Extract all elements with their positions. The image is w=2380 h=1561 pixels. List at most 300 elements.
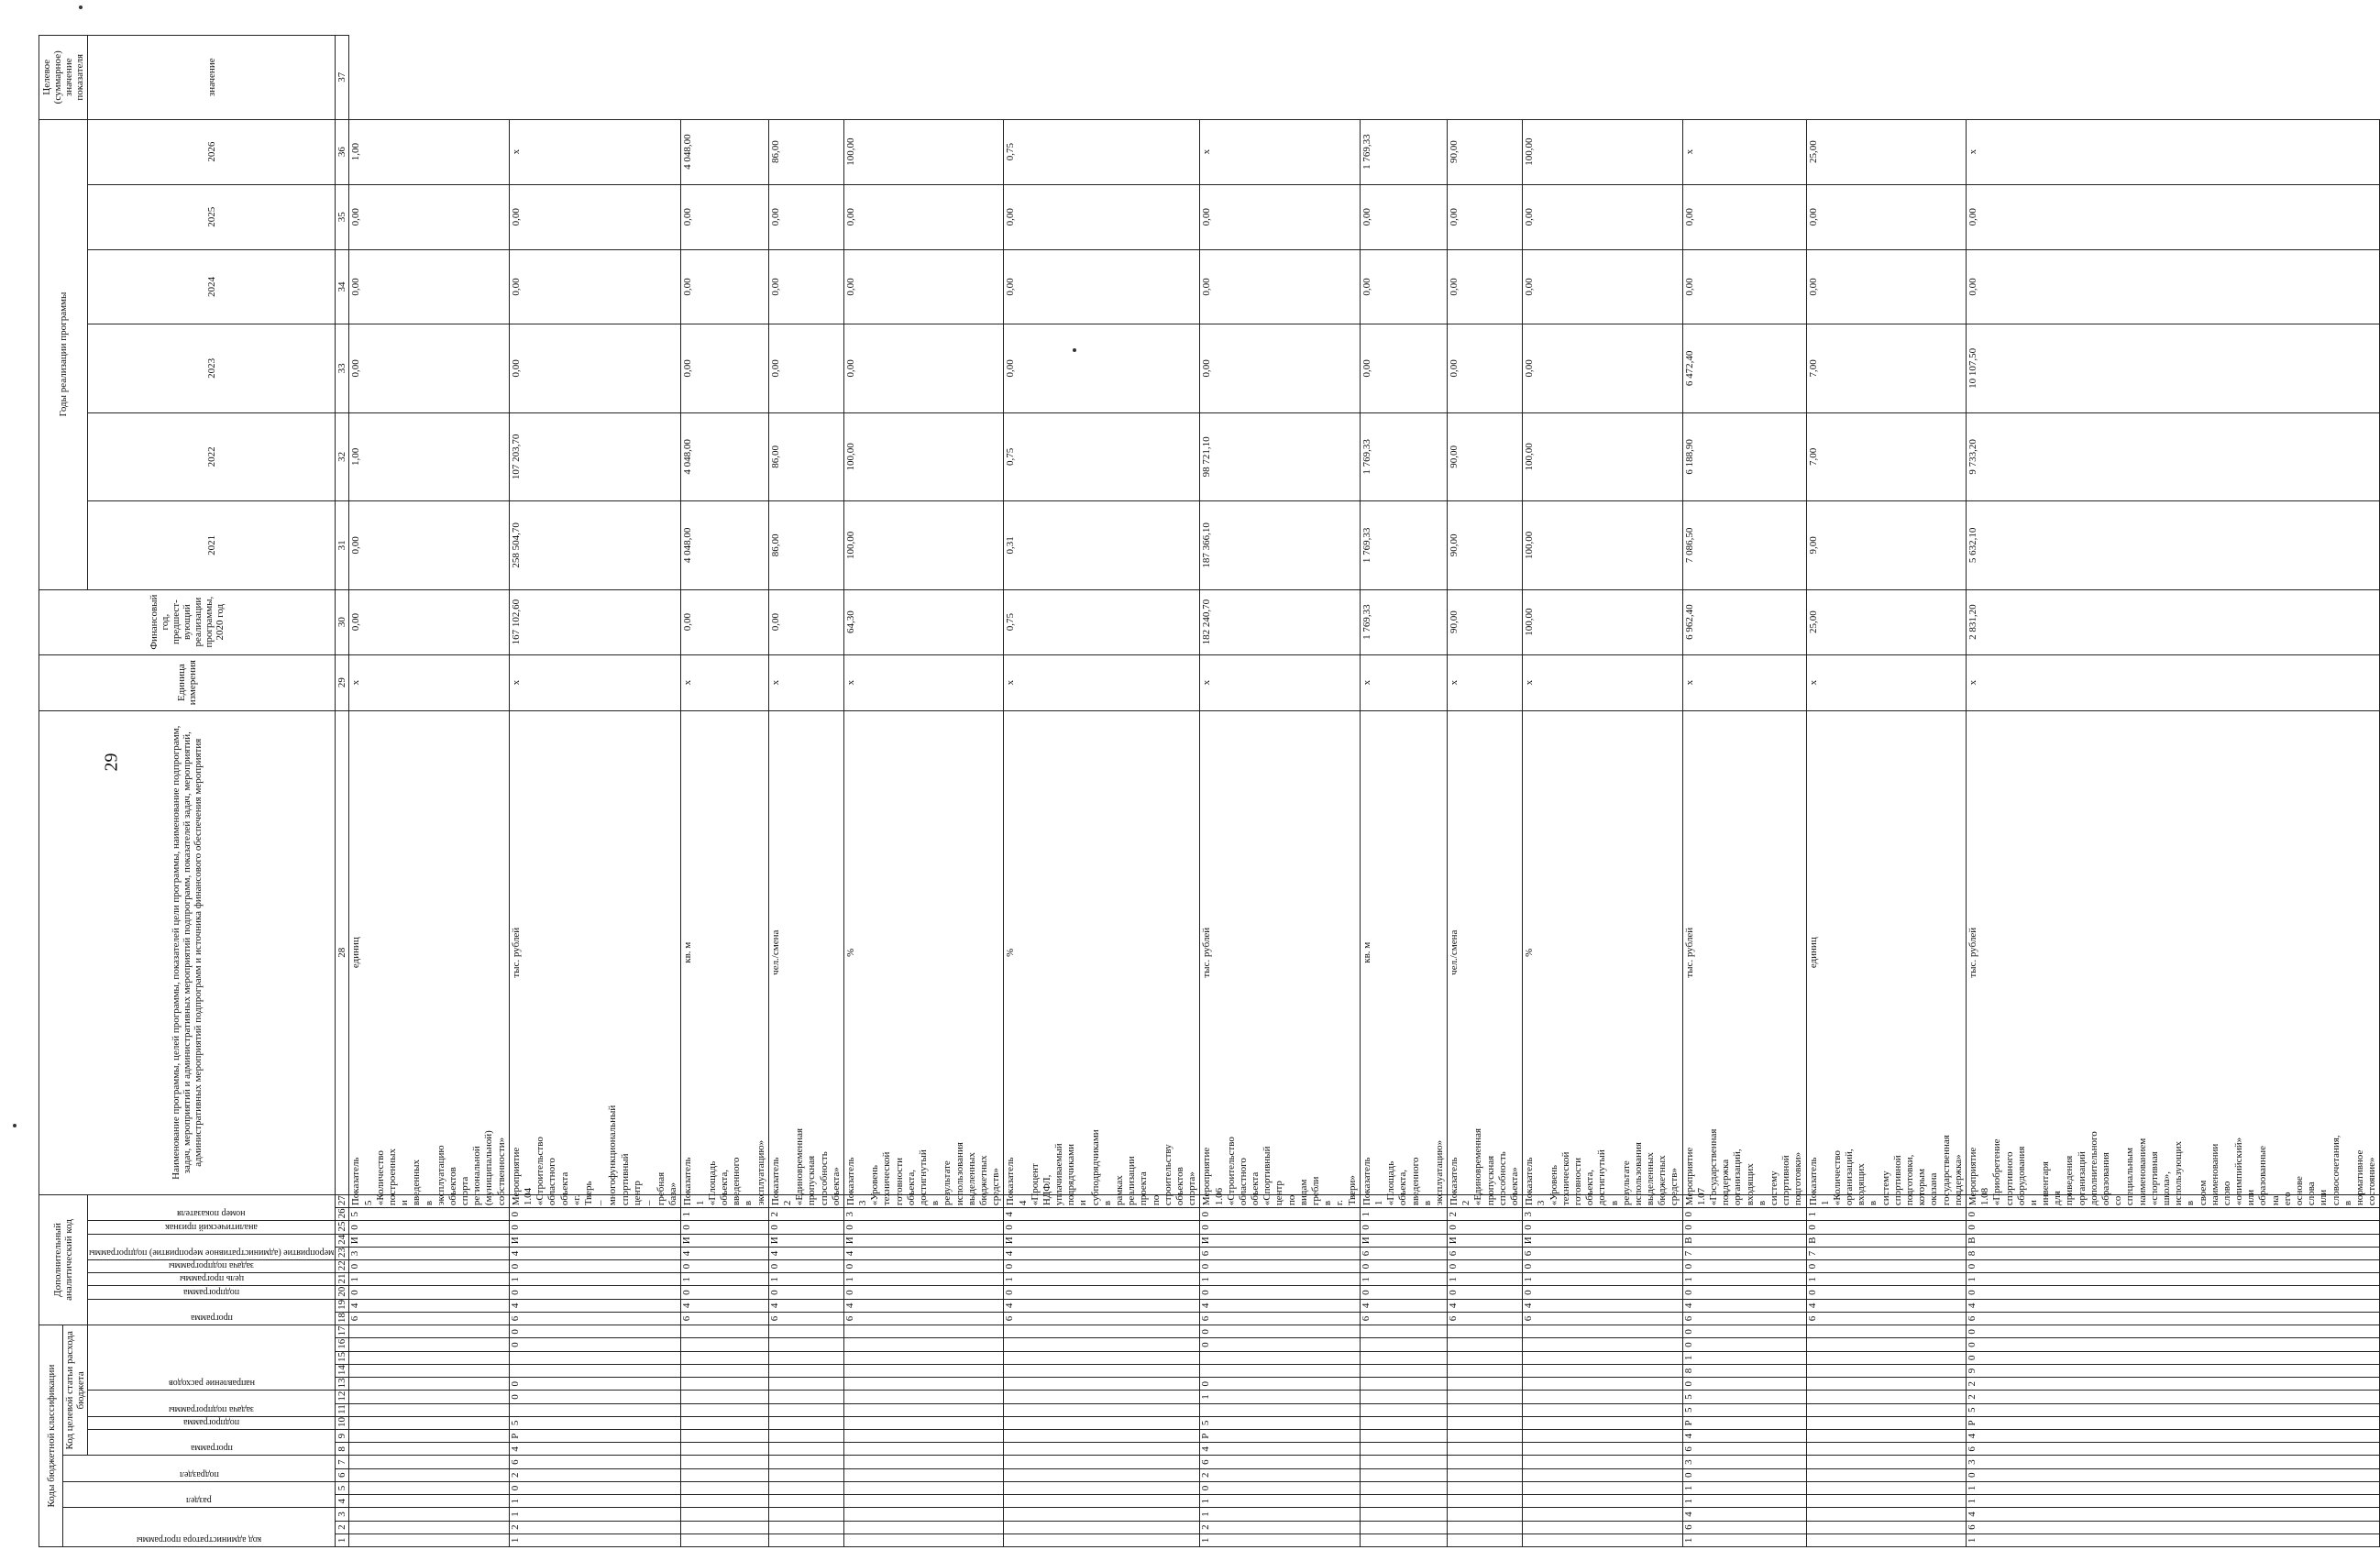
unit-cell: % bbox=[843, 710, 1003, 1194]
code-cell bbox=[768, 1351, 843, 1364]
code-cell bbox=[768, 1443, 843, 1456]
table-row bbox=[681, 36, 768, 1547]
value-2025-cell: 0,00 bbox=[681, 249, 768, 324]
code-cell: 1 bbox=[1200, 1391, 1360, 1403]
unit-cell: единиц bbox=[1806, 710, 1966, 1194]
code-cell bbox=[1448, 1391, 1523, 1403]
code-cell bbox=[1448, 1416, 1523, 1429]
code-cell bbox=[681, 1391, 768, 1403]
code-cell bbox=[1360, 1468, 1447, 1481]
code-cell: 0 bbox=[1004, 1260, 1200, 1273]
code-cell bbox=[1360, 1416, 1447, 1429]
code-cell bbox=[1360, 1338, 1447, 1351]
code-cell bbox=[1360, 1443, 1447, 1456]
code-cell bbox=[1523, 1403, 1682, 1416]
code-cell bbox=[1523, 1443, 1682, 1456]
value-2022-cell: 1 769,33 bbox=[1360, 501, 1447, 590]
code-cell bbox=[349, 1416, 509, 1429]
code-cell bbox=[768, 1325, 843, 1338]
code-cell: 0 bbox=[681, 1286, 768, 1299]
value-2021-cell: 182 240,70 bbox=[1200, 589, 1360, 654]
code-cell bbox=[1004, 1338, 1200, 1351]
target-value-cell: 86,00 bbox=[768, 119, 843, 184]
code-cell bbox=[681, 1521, 768, 1534]
code-cell bbox=[349, 1351, 509, 1364]
column-number: 24 bbox=[336, 1234, 349, 1247]
code-cell: 4 bbox=[1004, 1299, 1200, 1312]
header-subprogram: подпрограмма bbox=[88, 1416, 336, 1429]
code-cell: 0 bbox=[509, 1221, 681, 1234]
column-number: 2 bbox=[336, 1521, 349, 1534]
code-cell: 6 bbox=[843, 1312, 1003, 1325]
code-cell bbox=[1004, 1430, 1200, 1443]
value-2024-cell: 10 107,50 bbox=[1966, 324, 2379, 413]
code-cell: 4 bbox=[509, 1247, 681, 1259]
code-cell bbox=[1448, 1364, 1523, 1377]
table-row bbox=[1200, 36, 1360, 1547]
code-cell: 0 bbox=[349, 1221, 509, 1234]
code-cell bbox=[509, 1403, 681, 1416]
code-cell: 6 bbox=[1004, 1312, 1200, 1325]
value-2021-cell: 0,00 bbox=[768, 589, 843, 654]
code-cell: 4 bbox=[1200, 1299, 1360, 1312]
value-2021-cell: 0,00 bbox=[681, 589, 768, 654]
name-cell: Показатель 1 «Площадь объекта, введенного в эксплуатацию» bbox=[1360, 1194, 1447, 1207]
target-value-cell: 90,00 bbox=[1448, 119, 1523, 184]
value-2025-cell: 0,00 bbox=[1966, 249, 2379, 324]
code-cell bbox=[1004, 1325, 1200, 1338]
code-cell: 4 bbox=[509, 1443, 681, 1456]
code-cell bbox=[349, 1378, 509, 1391]
code-cell bbox=[681, 1351, 768, 1364]
scan-speck bbox=[13, 1124, 17, 1127]
code-cell bbox=[843, 1391, 1003, 1403]
code-cell bbox=[843, 1468, 1003, 1481]
column-number: 1 bbox=[336, 1534, 349, 1546]
code-cell: 0 bbox=[1200, 1208, 1360, 1221]
code-cell bbox=[768, 1508, 843, 1521]
code-cell bbox=[768, 1364, 843, 1377]
code-cell bbox=[1523, 1521, 1682, 1534]
code-cell: 3 bbox=[843, 1208, 1003, 1221]
code-cell bbox=[1448, 1378, 1523, 1391]
code-cell: 6 bbox=[1448, 1312, 1523, 1325]
column-number: 19 bbox=[336, 1299, 349, 1312]
code-cell: 6 bbox=[1360, 1312, 1447, 1325]
code-cell bbox=[1448, 1495, 1523, 1508]
code-cell bbox=[1004, 1391, 1200, 1403]
code-cell: 0 bbox=[509, 1325, 681, 1338]
code-cell bbox=[843, 1364, 1003, 1377]
code-cell: 1 bbox=[1682, 1273, 1806, 1286]
code-cell: 0 bbox=[1200, 1325, 1360, 1338]
code-cell: 2 bbox=[1448, 1208, 1523, 1221]
code-cell: 2 bbox=[509, 1468, 681, 1481]
code-cell: 0 bbox=[1682, 1378, 1806, 1391]
code-cell bbox=[843, 1456, 1003, 1468]
code-cell: 1 bbox=[1806, 1273, 1966, 1286]
code-cell bbox=[843, 1338, 1003, 1351]
code-cell bbox=[768, 1403, 843, 1416]
name-cell: Показатель 5 «Количество построенных и введенных в эксплуатацию объектов спорта региональной (муниципальной) собственности» bbox=[349, 1194, 509, 1207]
code-cell bbox=[1806, 1508, 1966, 1521]
column-number: 3 bbox=[336, 1508, 349, 1521]
code-cell: И bbox=[349, 1234, 509, 1247]
code-cell: 4 bbox=[1806, 1299, 1966, 1312]
code-cell: 1 bbox=[681, 1208, 768, 1221]
code-cell bbox=[1806, 1325, 1966, 1338]
code-cell bbox=[1360, 1403, 1447, 1416]
column-number: 23 bbox=[336, 1247, 349, 1259]
value-2023-cell: 100,00 bbox=[843, 412, 1003, 501]
fin-year-cell: х bbox=[1360, 654, 1447, 710]
code-cell bbox=[843, 1521, 1003, 1534]
table-row bbox=[349, 36, 509, 1547]
header-expense-direction: направление расходов bbox=[88, 1325, 336, 1391]
code-cell: 0 bbox=[768, 1221, 843, 1234]
code-cell: 1 bbox=[1360, 1273, 1447, 1286]
code-cell bbox=[681, 1416, 768, 1429]
scan-speck bbox=[79, 5, 83, 9]
value-2023-cell: 6 188,90 bbox=[1682, 412, 1806, 501]
code-cell bbox=[1004, 1534, 1200, 1546]
column-number: 18 bbox=[336, 1312, 349, 1325]
target-value-cell: 100,00 bbox=[1523, 119, 1682, 184]
value-2022-cell: 90,00 bbox=[1448, 501, 1523, 590]
code-cell: 2 bbox=[1966, 1378, 2379, 1391]
code-cell: 6 bbox=[1682, 1312, 1806, 1325]
code-cell bbox=[1004, 1351, 1200, 1364]
column-number: 27 bbox=[336, 1194, 349, 1207]
code-cell bbox=[681, 1338, 768, 1351]
column-number: 6 bbox=[336, 1468, 349, 1481]
code-cell: 0 bbox=[1966, 1325, 2379, 1338]
header-a-event: мероприятие (административное мероприятие) подпрограммы bbox=[88, 1234, 336, 1259]
code-cell bbox=[1448, 1521, 1523, 1534]
code-cell bbox=[509, 1364, 681, 1377]
code-cell: 4 bbox=[1966, 1508, 2379, 1521]
unit-cell: тыс. рублей bbox=[1682, 710, 1806, 1194]
header-podrazdel: подраздел bbox=[63, 1456, 336, 1481]
fin-year-cell: х bbox=[1004, 654, 1200, 710]
column-number: 14 bbox=[336, 1364, 349, 1377]
value-2021-cell: 64,30 bbox=[843, 589, 1003, 654]
code-cell: 3 bbox=[1966, 1456, 2379, 1468]
code-cell: 0 bbox=[1806, 1286, 1966, 1299]
code-cell: 0 bbox=[1360, 1260, 1447, 1273]
code-cell: Р bbox=[1682, 1416, 1806, 1429]
header-admin-code: код администратора программы bbox=[63, 1508, 336, 1547]
header-program: программа bbox=[88, 1430, 336, 1456]
code-cell: 6 bbox=[1200, 1456, 1360, 1468]
code-cell: 0 bbox=[768, 1260, 843, 1273]
name-cell: Мероприятие 1.04 «Строительство областного объекта «г. Тверь – многофункциональный спортивный центр – гребная база» bbox=[509, 1194, 681, 1207]
unit-cell: кв. м bbox=[1360, 710, 1447, 1194]
name-cell: Показатель 3 «Уровень технической готовности объекта, достигнутый в результате использования выделенных бюджетных средств» bbox=[843, 1194, 1003, 1207]
code-cell bbox=[1806, 1534, 1966, 1546]
unit-cell: тыс. рублей bbox=[1966, 710, 2379, 1194]
value-2025-cell: 0,00 bbox=[349, 249, 509, 324]
value-2026-cell: 0,00 bbox=[768, 184, 843, 249]
fin-year-cell: х bbox=[1806, 654, 1966, 710]
column-number: 34 bbox=[336, 249, 349, 324]
column-number: 29 bbox=[336, 654, 349, 710]
code-cell bbox=[1004, 1508, 1200, 1521]
unit-cell: чел./смена bbox=[768, 710, 843, 1194]
value-2026-cell: 0,00 bbox=[509, 184, 681, 249]
code-cell bbox=[1806, 1338, 1966, 1351]
value-2025-cell: 0,00 bbox=[768, 249, 843, 324]
code-cell: 2 bbox=[1966, 1391, 2379, 1403]
code-cell: 2 bbox=[768, 1208, 843, 1221]
code-cell: 4 bbox=[1004, 1208, 1200, 1221]
value-2026-cell: 0,00 bbox=[1360, 184, 1447, 249]
code-cell: 0 bbox=[1806, 1221, 1966, 1234]
value-2023-cell: 4 048,00 bbox=[681, 412, 768, 501]
code-cell: 0 bbox=[1682, 1221, 1806, 1234]
column-number: 35 bbox=[336, 184, 349, 249]
code-cell bbox=[681, 1456, 768, 1468]
name-cell: Показатель 2 «Единовременная пропускная способность объекта» bbox=[768, 1194, 843, 1207]
value-2023-cell: 98 721,10 bbox=[1200, 412, 1360, 501]
column-number: 33 bbox=[336, 324, 349, 413]
header-target-value: значение bbox=[88, 36, 336, 120]
column-number: 30 bbox=[336, 589, 349, 654]
fin-year-cell: х bbox=[1523, 654, 1682, 710]
column-number: 12 bbox=[336, 1391, 349, 1403]
code-cell: 6 bbox=[1523, 1247, 1682, 1259]
header-a-subprogram: подпрограмма bbox=[88, 1286, 336, 1299]
header-target: Целевое (суммарное) значение показателя bbox=[39, 36, 88, 120]
code-cell: 0 bbox=[1200, 1481, 1360, 1494]
column-number: 36 bbox=[336, 119, 349, 184]
value-2024-cell: 0,00 bbox=[1448, 324, 1523, 413]
code-cell: 0 bbox=[1004, 1286, 1200, 1299]
value-2021-cell: 0,00 bbox=[349, 589, 509, 654]
code-cell bbox=[1523, 1416, 1682, 1429]
code-cell bbox=[349, 1391, 509, 1403]
code-cell bbox=[1448, 1443, 1523, 1456]
value-2022-cell: 258 504,70 bbox=[509, 501, 681, 590]
code-cell: 1 bbox=[1966, 1481, 2379, 1494]
code-cell bbox=[1523, 1325, 1682, 1338]
value-2025-cell: 0,00 bbox=[1523, 249, 1682, 324]
name-cell: Показатель 1 «Площадь объекта, введенного в эксплуатацию» bbox=[681, 1194, 768, 1207]
code-cell: 0 bbox=[349, 1260, 509, 1273]
code-cell: 1 bbox=[681, 1273, 768, 1286]
code-cell bbox=[349, 1403, 509, 1416]
code-cell bbox=[349, 1430, 509, 1443]
code-cell: 0 bbox=[509, 1260, 681, 1273]
table-row bbox=[1360, 36, 1447, 1547]
value-2022-cell: 7 086,50 bbox=[1682, 501, 1806, 590]
column-number: 8 bbox=[336, 1443, 349, 1456]
code-cell: 4 bbox=[681, 1247, 768, 1259]
code-cell bbox=[843, 1416, 1003, 1429]
value-2026-cell: 0,00 bbox=[681, 184, 768, 249]
code-cell bbox=[843, 1325, 1003, 1338]
fin-year-cell: х bbox=[768, 654, 843, 710]
code-cell bbox=[1360, 1378, 1447, 1391]
code-cell bbox=[349, 1481, 509, 1494]
code-cell bbox=[1004, 1443, 1200, 1456]
page-number: 29 bbox=[101, 753, 122, 772]
value-2023-cell: 7,00 bbox=[1806, 412, 1966, 501]
code-cell bbox=[1360, 1364, 1447, 1377]
code-cell: 0 bbox=[1682, 1208, 1806, 1221]
code-cell: 2 bbox=[1200, 1468, 1360, 1481]
column-number: 4 bbox=[336, 1495, 349, 1508]
code-cell: В bbox=[1806, 1234, 1966, 1247]
code-cell bbox=[681, 1364, 768, 1377]
code-cell: 0 bbox=[843, 1286, 1003, 1299]
value-2025-cell: 0,00 bbox=[1004, 249, 1200, 324]
header-year-2022: 2022 bbox=[88, 412, 336, 501]
column-number: 10 bbox=[336, 1416, 349, 1429]
value-2024-cell: 0,00 bbox=[509, 324, 681, 413]
header-unit: Единица измерения bbox=[39, 654, 336, 710]
code-cell: 0 bbox=[1200, 1260, 1360, 1273]
code-cell bbox=[349, 1468, 509, 1481]
code-cell bbox=[1360, 1508, 1447, 1521]
value-2021-cell: 6 962,40 bbox=[1682, 589, 1806, 654]
code-cell: 1 bbox=[1966, 1273, 2379, 1286]
code-cell bbox=[1448, 1325, 1523, 1338]
value-2024-cell: 0,00 bbox=[681, 324, 768, 413]
code-cell bbox=[349, 1534, 509, 1546]
code-cell bbox=[1360, 1325, 1447, 1338]
code-cell bbox=[681, 1443, 768, 1456]
column-number: 16 bbox=[336, 1338, 349, 1351]
value-2024-cell: 0,00 bbox=[768, 324, 843, 413]
value-2026-cell: 0,00 bbox=[1523, 184, 1682, 249]
code-cell bbox=[509, 1351, 681, 1364]
code-cell bbox=[768, 1456, 843, 1468]
value-2022-cell: 0,00 bbox=[349, 501, 509, 590]
column-number: 37 bbox=[336, 36, 349, 120]
code-cell bbox=[1200, 1403, 1360, 1416]
value-2025-cell: 0,00 bbox=[1806, 249, 1966, 324]
value-2023-cell: 86,00 bbox=[768, 412, 843, 501]
code-cell: 6 bbox=[1448, 1247, 1523, 1259]
header-name: Наименование программы, целей программы, показателей цели программы, наименование подпрограмм, задач, мероприятий и административных мероприятий подпрограмм, показателей задач, мероприятий, административных мероприятий подпрограмм и источника финансового обеспечения мероприятия bbox=[39, 710, 336, 1194]
code-cell bbox=[1448, 1351, 1523, 1364]
code-cell: 1 bbox=[509, 1495, 681, 1508]
column-number: 7 bbox=[336, 1456, 349, 1468]
code-cell: 0 bbox=[1682, 1468, 1806, 1481]
unit-cell: тыс. рублей bbox=[1200, 710, 1360, 1194]
code-cell bbox=[843, 1403, 1003, 1416]
value-2021-cell: 0,75 bbox=[1004, 589, 1200, 654]
fin-year-cell: х bbox=[681, 654, 768, 710]
table-row bbox=[1004, 36, 1200, 1547]
code-cell: 0 bbox=[1966, 1221, 2379, 1234]
code-cell: И bbox=[843, 1234, 1003, 1247]
code-cell bbox=[1004, 1403, 1200, 1416]
code-cell: 5 bbox=[1966, 1403, 2379, 1416]
code-cell bbox=[1004, 1468, 1200, 1481]
code-cell bbox=[1004, 1521, 1200, 1534]
code-cell: 3 bbox=[349, 1247, 509, 1259]
code-cell bbox=[681, 1403, 768, 1416]
code-cell: 0 bbox=[1448, 1260, 1523, 1273]
code-cell bbox=[1448, 1534, 1523, 1546]
code-cell bbox=[768, 1391, 843, 1403]
code-cell bbox=[1360, 1495, 1447, 1508]
code-cell bbox=[1448, 1338, 1523, 1351]
code-cell: 1 bbox=[1200, 1534, 1360, 1546]
code-cell: 0 bbox=[1682, 1260, 1806, 1273]
value-2021-cell: 25,00 bbox=[1806, 589, 1966, 654]
code-cell bbox=[1004, 1456, 1200, 1468]
code-cell: 5 bbox=[509, 1416, 681, 1429]
code-cell bbox=[681, 1534, 768, 1546]
code-cell bbox=[1523, 1495, 1682, 1508]
code-cell: 1 bbox=[768, 1273, 843, 1286]
value-2025-cell: 0,00 bbox=[1200, 249, 1360, 324]
code-cell: 6 bbox=[768, 1312, 843, 1325]
code-cell bbox=[1523, 1338, 1682, 1351]
value-2024-cell: 6 472,40 bbox=[1682, 324, 1806, 413]
code-cell bbox=[768, 1430, 843, 1443]
code-cell: 1 bbox=[1682, 1351, 1806, 1364]
code-cell: 1 bbox=[1004, 1273, 1200, 1286]
code-cell: 0 bbox=[1523, 1260, 1682, 1273]
code-cell: 4 bbox=[681, 1299, 768, 1312]
target-value-cell: 100,00 bbox=[843, 119, 1003, 184]
code-cell bbox=[1806, 1521, 1966, 1534]
code-cell bbox=[1004, 1481, 1200, 1494]
code-cell: 4 bbox=[1682, 1508, 1806, 1521]
column-number: 13 bbox=[336, 1378, 349, 1391]
code-cell: 1 bbox=[1448, 1273, 1523, 1286]
code-cell bbox=[1004, 1364, 1200, 1377]
code-cell bbox=[1806, 1481, 1966, 1494]
code-cell: 1 bbox=[509, 1508, 681, 1521]
header-a-task: задача подпрограммы bbox=[88, 1260, 336, 1273]
target-value-cell: х bbox=[509, 119, 681, 184]
code-cell: 1 bbox=[1360, 1208, 1447, 1221]
code-cell: 0 bbox=[1200, 1286, 1360, 1299]
code-cell: 4 bbox=[1448, 1299, 1523, 1312]
code-cell: 7 bbox=[1682, 1247, 1806, 1259]
code-cell bbox=[1004, 1495, 1200, 1508]
rotated-table-container bbox=[39, 35, 2378, 1547]
column-number: 32 bbox=[336, 412, 349, 501]
fin-year-cell: х bbox=[843, 654, 1003, 710]
code-cell: 4 bbox=[1682, 1299, 1806, 1312]
column-number: 26 bbox=[336, 1208, 349, 1221]
code-cell: 4 bbox=[1523, 1299, 1682, 1312]
header-year-2023: 2023 bbox=[88, 324, 336, 413]
table-row bbox=[1523, 36, 1682, 1547]
code-cell: Р bbox=[509, 1430, 681, 1443]
column-number: 5 bbox=[336, 1481, 349, 1494]
code-cell bbox=[349, 1443, 509, 1456]
value-2026-cell: 0,00 bbox=[843, 184, 1003, 249]
code-cell: 6 bbox=[1682, 1521, 1806, 1534]
code-cell: 0 bbox=[1966, 1338, 2379, 1351]
code-cell: 4 bbox=[509, 1299, 681, 1312]
unit-cell: % bbox=[1004, 710, 1200, 1194]
code-cell bbox=[1806, 1378, 1966, 1391]
code-cell: 1 bbox=[843, 1273, 1003, 1286]
code-cell: И bbox=[1004, 1234, 1200, 1247]
unit-cell: чел./смена bbox=[1448, 710, 1523, 1194]
header-analytic-code: Дополнительный аналитический код bbox=[39, 1194, 88, 1325]
name-cell: Показатель 4 «Процент НДФЛ, уплачиваемый подрядчиками и субподрядчиками в рамках реализации проекта по строительству объектов спорта» bbox=[1004, 1194, 1200, 1207]
value-2022-cell: 4 048,00 bbox=[681, 501, 768, 590]
